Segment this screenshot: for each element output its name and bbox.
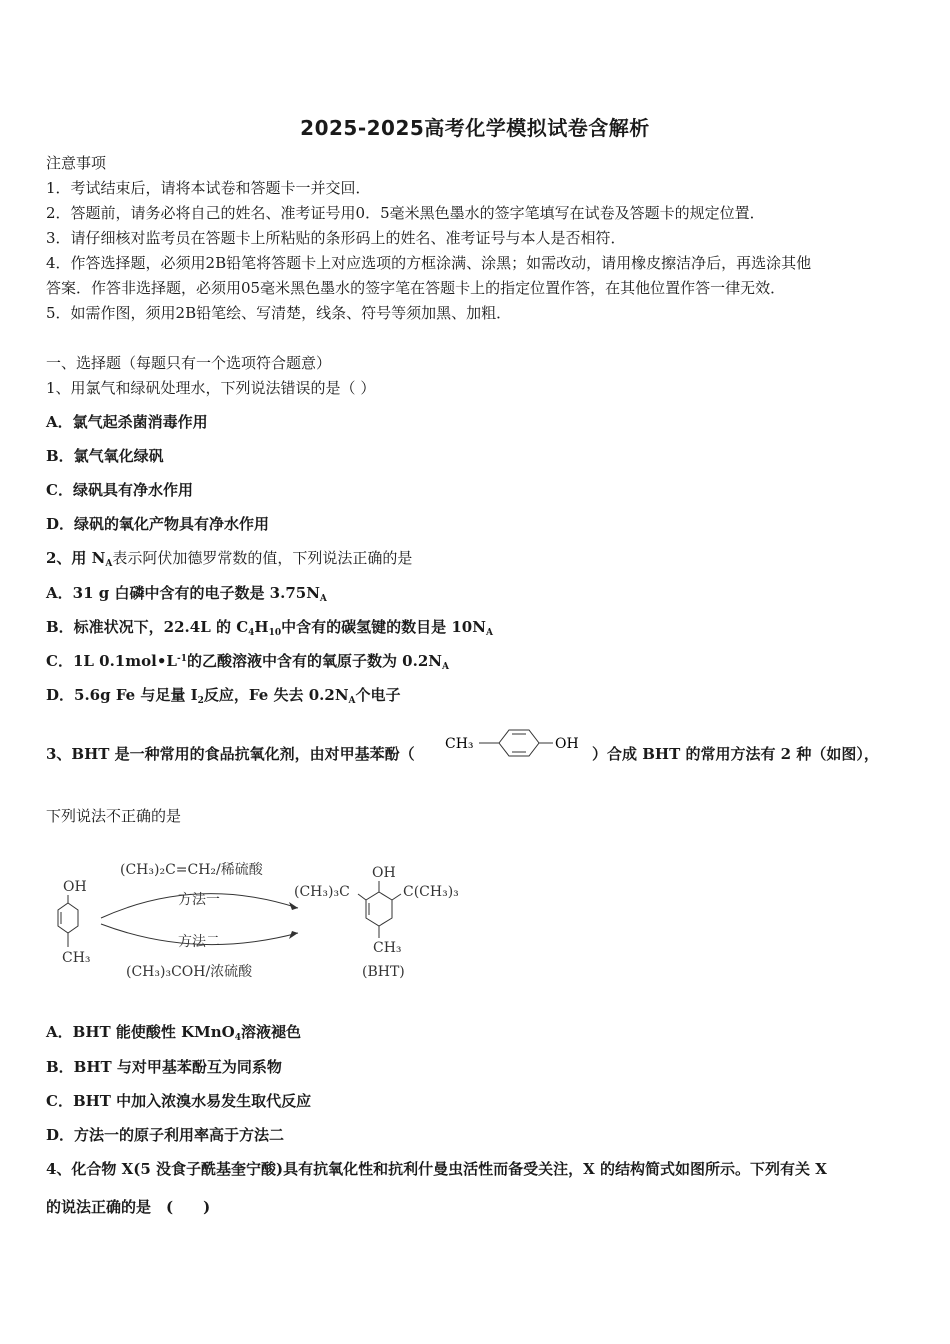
section-heading: 一、选择题（每题只有一个选项符合题意） (46, 354, 332, 372)
notice-item: 答案．作答非选择题，必须用05毫米黑色墨水的签字笔在答题卡上的指定位置作答，在其他位置作答一律无效． (46, 279, 786, 297)
product-ch3: CH₃ (373, 940, 402, 956)
q1-stem: 1、用氯气和绿矾处理水，下列说法错误的是（ ） (46, 379, 376, 397)
notice-item: 3．请仔细核对监考员在答题卡上所粘贴的条形码上的姓名、准考证号与本人是否相符． (46, 229, 626, 247)
q3-option-d: D．方法一的原子利用率高于方法二 (46, 1126, 285, 1144)
notice-heading: 注意事项 (46, 154, 107, 172)
q4-stem-a: 4、化合物 X(5 没食子酰基奎宁酸)具有抗氧化性和抗利什曼虫活性而备受关注，X 的结构简式如图所示。下列有关 X (46, 1160, 827, 1178)
q2-stem: 2、用 $N_A$表示阿伏加德罗常数的值，下列说法正确的是 (46, 549, 413, 569)
q3-option-b: B．BHT 与对甲基苯酚互为同系物 (46, 1058, 282, 1076)
q3-stem-c: 下列说法不正确的是 (46, 807, 182, 825)
method-2: 方法二 (178, 934, 220, 950)
q2-option-a: A．31 g 白磷中含有的电子数是 $3.75N_A$ (46, 584, 327, 604)
q1-option-a: A．氯气起杀菌消毒作用 (46, 413, 208, 431)
reagent-1: (CH₃)₂C=CH₂/稀硫酸 (120, 862, 263, 878)
product-right-group: C(CH₃)₃ (403, 884, 459, 900)
product-left-group: (CH₃)₃C (294, 884, 350, 900)
reactant-oh: OH (63, 879, 87, 895)
notice-item: 1．考试结束后，请将本试卷和答题卡一并交回． (46, 179, 371, 197)
q3-stem-a: 3、BHT 是一种常用的食品抗氧化剂，由对甲基苯酚（ (46, 745, 415, 763)
q4-stem-b: 的说法正确的是 ( ) (46, 1198, 211, 1216)
ch3-label: CH₃ (445, 736, 474, 752)
bht-synthesis-scheme (46, 850, 486, 990)
product-oh: OH (372, 865, 396, 881)
reactant-ch3: CH₃ (62, 950, 91, 966)
q2-option-b: B．标准状况下，22.4L 的 $C_4H_{10}$中含有的碳氢键的数目是 $10N_A$ (46, 618, 493, 638)
q1-option-b: B．氯气氧化绿矾 (46, 447, 164, 465)
notice-item: 2．答题前，请务必将自己的姓名、准考证号用0．5毫米黑色墨水的签字笔填写在试卷及答题卡的规定位置． (46, 204, 765, 222)
reagent-2: (CH₃)₃COH/浓硫酸 (126, 964, 253, 980)
q3-option-a: A．BHT 能使酸性 KMnO$_4$溶液褪色 (46, 1023, 301, 1043)
notice-item: 4．作答选择题，必须用2B铅笔将答题卡上对应选项的方框涂满、涂黑；如需改动，请用橡皮擦洁净后，再选涂其他 (46, 254, 812, 272)
product-label: (BHT) (362, 964, 405, 980)
method-1: 方法一 (178, 892, 220, 908)
notice-item: 5．如需作图，须用2B铅笔绘、写清楚，线条、符号等须加黑、加粗． (46, 304, 512, 322)
q2-option-c: C．1L $0.1mol•L^{-1}$的乙酸溶液中含有的氧原子数为 $0.2N_A$ (46, 652, 449, 672)
q1-option-d: D．绿矾的氧化产物具有净水作用 (46, 515, 270, 533)
q3-stem-b: ）合成 BHT 的常用方法有 2 种（如图）， (592, 745, 879, 763)
page-title: 2025-2025高考化学模拟试卷含解析 (300, 116, 650, 140)
q2-option-d: D．5.6g Fe 与足量 $I_2$反应，Fe 失去 $0.2N_A$个电子 (46, 686, 401, 706)
p-cresol-structure (443, 728, 593, 762)
q3-option-c: C．BHT 中加入浓溴水易发生取代反应 (46, 1092, 312, 1110)
q1-option-c: C．绿矾具有净水作用 (46, 481, 193, 499)
oh-label: OH (555, 736, 579, 752)
